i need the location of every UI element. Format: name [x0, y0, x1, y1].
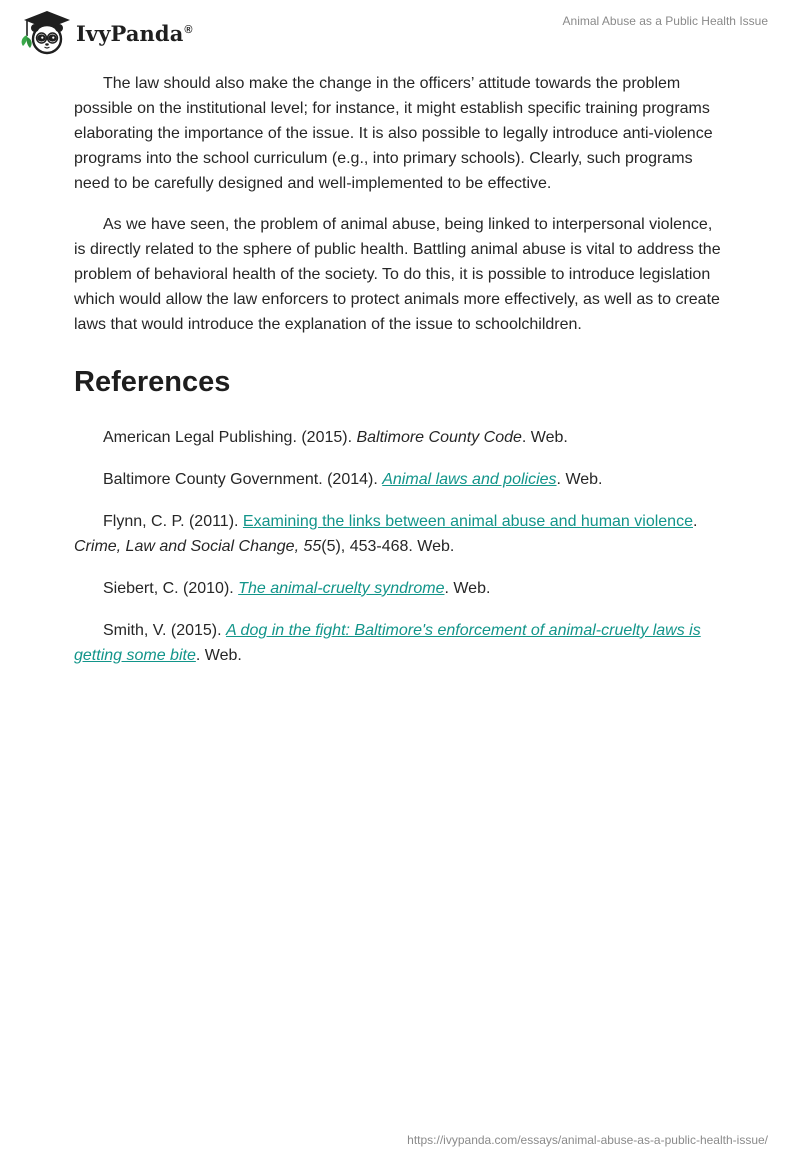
reference-suffix: . Web.: [195, 647, 242, 664]
reference-author-year: Baltimore County Government. (2014).: [103, 471, 383, 488]
body-paragraph: As we have seen, the problem of animal abuse, being linked to interpersonal violence, is directly related to the sphere of public health. Battling animal abuse is vital to address the problem of behavioral health of the society. To do this, it is possible to introduce legislation which would allow the law enforcers to protect animals more effectively, as well as to create laws that would introduce the explanation of the issue to schoolchildren.: [74, 216, 721, 333]
reference-author-year: Flynn, C. P. (2011).: [103, 513, 243, 530]
body-paragraph: The law should also make the change in the officers’ attitude towards the problem possible on the institutional level; for instance, it might establish specific training programs elaborating the importance of the issue. It is also possible to legally introduce anti-violence programs into the school curriculum (e.g., into primary schools). Clearly, such programs need to be carefully designed and well-implemented to be effective.: [74, 75, 713, 192]
reference-suffix: . Web.: [444, 580, 491, 597]
ivypanda-logo[interactable]: [14, 8, 193, 56]
page-header: [0, 0, 800, 60]
reference-item: [74, 467, 724, 492]
reference-suffix: . Web.: [556, 471, 603, 488]
reference-item: [74, 509, 724, 559]
reference-item: [74, 425, 724, 450]
reference-link[interactable]: Examining the links between animal abuse and human violence: [242, 513, 693, 530]
reference-title: Baltimore County Code: [356, 429, 522, 446]
running-title: Animal Abuse as a Public Health Issue: [562, 14, 768, 28]
reference-link[interactable]: The animal-cruelty syndrome: [238, 580, 445, 597]
registered-mark: ®: [184, 23, 193, 36]
reference-journal: Crime, Law and Social Change, 55: [74, 538, 322, 555]
reference-author-year: Smith, V. (2015).: [103, 622, 227, 639]
reference-suffix: (5), 453-468. Web.: [321, 538, 455, 555]
panda-graduate-icon: [14, 8, 72, 56]
reference-item: [74, 576, 724, 601]
reference-suffix: . Web.: [521, 429, 568, 446]
logo-wordmark: IvyPanda®: [76, 20, 193, 46]
reference-link[interactable]: Animal laws and policies: [382, 471, 557, 488]
essay-content: [74, 71, 724, 685]
source-url[interactable]: https://ivypanda.com/essays/animal-abuse-as-a-public-health-issue/: [407, 1133, 768, 1147]
references-heading: References: [74, 366, 231, 398]
reference-author-year: American Legal Publishing. (2015).: [103, 429, 357, 446]
reference-author-year: Siebert, C. (2010).: [103, 580, 239, 597]
reference-item: [74, 618, 724, 668]
reference-link[interactable]: A dog in the fight: Baltimore's enforcement of animal-cruelty laws is getting some bite: [74, 622, 701, 664]
reference-separator: .: [692, 513, 698, 530]
